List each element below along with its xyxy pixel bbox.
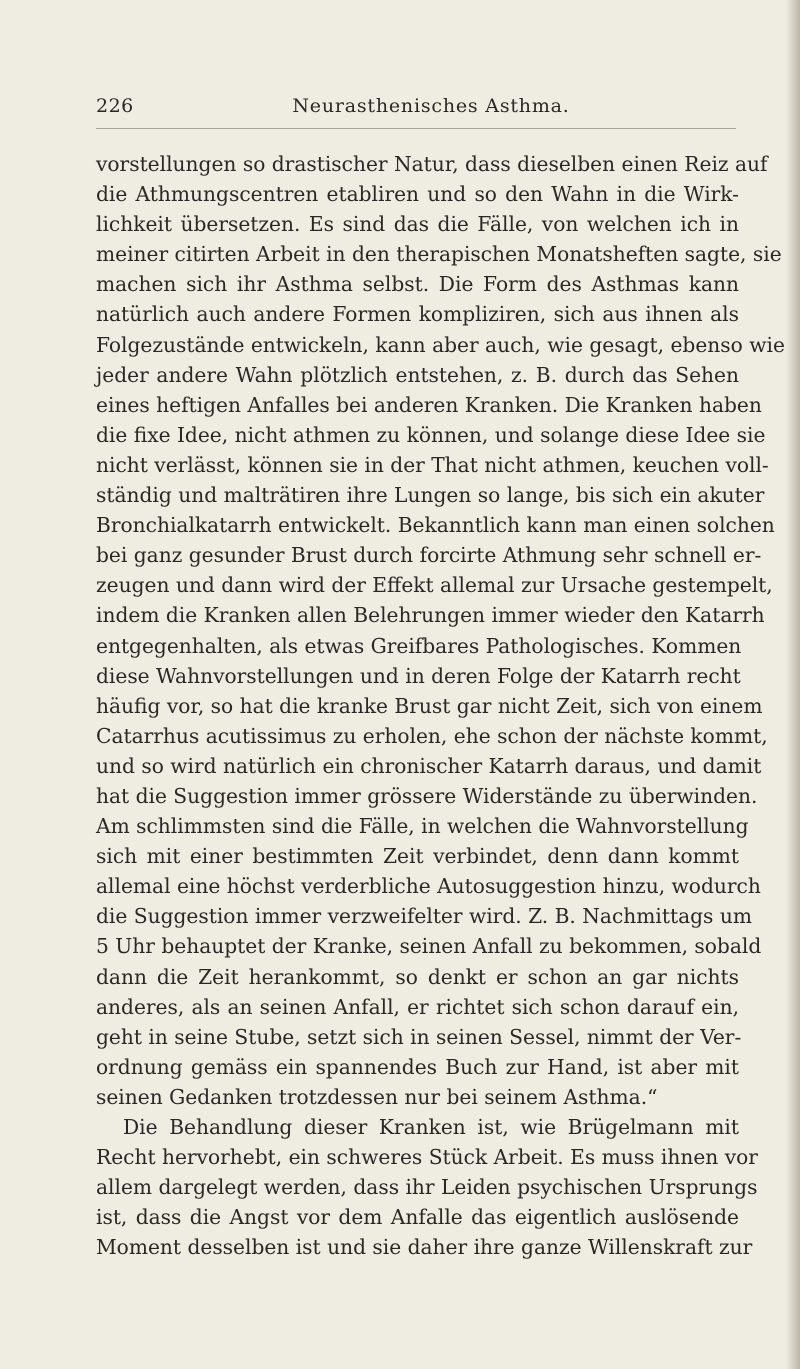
page-number: 226 (96, 95, 134, 117)
text-line: machen sich ihr Asthma selbst. Die Form des Asthmas kann (96, 272, 739, 297)
text-line: allem dargelegt werden, dass ihr Leiden psychischen Ursprungs (96, 1175, 758, 1200)
text-line: sich mit einer bestimmten Zeit verbindet, denn dann kommt (96, 844, 739, 869)
text-line: allemal eine höchst verderbliche Autosuggestion hinzu, wodurch (96, 874, 761, 899)
page-header (96, 95, 736, 121)
running-title: Neurasthenisches Asthma. (292, 95, 570, 117)
text-line: Am schlimmsten sind die Fälle, in welchen die Wahnvorstellung (96, 814, 749, 839)
text-line: Folgezustände entwickeln, kann aber auch, wie gesagt, ebenso wie (96, 332, 785, 357)
text-line: die Athmungscentren etabliren und so den Wahn in die Wirk- (96, 182, 739, 207)
text-line: meiner citirten Arbeit in den therapischen Monatsheften sagte, sie (96, 242, 782, 267)
text-line: häufig vor, so hat die kranke Brust gar nicht Zeit, sich von einem (96, 693, 763, 718)
text-line: nicht verlässt, können sie in der That nicht athmen, keuchen voll- (96, 452, 769, 477)
text-line: entgegenhalten, als etwas Greifbares Pathologisches. Kommen (96, 633, 742, 658)
text-line: Recht hervorhebt, ein schweres Stück Arbeit. Es muss ihnen vor (96, 1145, 758, 1170)
page-edge-shadow (786, 0, 800, 1369)
text-line: hat die Suggestion immer grössere Widerstände zu überwinden. (96, 783, 758, 808)
text-line: indem die Kranken allen Belehrungen immer wieder den Katarrh (96, 603, 765, 628)
text-line: Catarrhus acutissimus zu erholen, ehe schon der nächste kommt, (96, 723, 768, 748)
text-line: ist, dass die Angst vor dem Anfalle das eigentlich auslösende (96, 1205, 739, 1230)
text-line: Moment desselben ist und sie daher ihre ganze Willenskraft zur (96, 1235, 753, 1260)
text-line: ordnung gemäss ein spannendes Buch zur Hand, ist aber mit (96, 1054, 739, 1079)
text-line: anderes, als an seinen Anfall, er richtet sich schon darauf ein, (96, 994, 739, 1019)
text-line: ständig und malträtiren ihre Lungen so lange, bis sich ein akuter (96, 483, 765, 508)
paragraph-start-line: Die Behandlung dieser Kranken ist, wie Brügelmann mit (123, 1115, 739, 1139)
text-line: natürlich auch andere Formen kompliziren, sich aus ihnen als (96, 302, 739, 327)
text-line: lichkeit übersetzen. Es sind das die Fälle, von welchen ich in (96, 212, 739, 237)
text-line: geht in seine Stube, setzt sich in seinen Sessel, nimmt der Ver- (96, 1024, 742, 1049)
paragraph-end-line: seinen Gedanken trotzdessen nur bei seinem Asthma.“ (96, 1084, 658, 1109)
text-line: vorstellungen so drastischer Natur, dass dieselben einen Reiz auf (96, 152, 768, 176)
text-line: die Suggestion immer verzweifelter wird. Z. B. Nachmittags um (96, 904, 752, 929)
text-line: bei ganz gesunder Brust durch forcirte Athmung sehr schnell er- (96, 543, 762, 568)
text-line: 5 Uhr behauptet der Kranke, seinen Anfall zu bekommen, sobald (96, 934, 762, 959)
text-line: und so wird natürlich ein chronischer Katarrh daraus, und damit (96, 753, 762, 778)
body-text (96, 149, 785, 1262)
text-line: dann die Zeit herankommt, so denkt er schon an gar nichts (96, 964, 739, 989)
text-line: eines heftigen Anfalles bei anderen Kranken. Die Kranken haben (96, 392, 762, 417)
text-line: Bronchialkatarrh entwickelt. Bekanntlich kann man einen solchen (96, 513, 775, 538)
text-line: die fixe Idee, nicht athmen zu können, und solange diese Idee sie (96, 422, 766, 447)
text-line: jeder andere Wahn plötzlich entstehen, z. B. durch das Sehen (96, 362, 739, 387)
header-rule (96, 128, 736, 129)
text-line: diese Wahnvorstellungen und in deren Folge der Katarrh recht (96, 663, 741, 688)
text-line: zeugen und dann wird der Effekt allemal zur Ursache gestempelt, (96, 573, 773, 598)
